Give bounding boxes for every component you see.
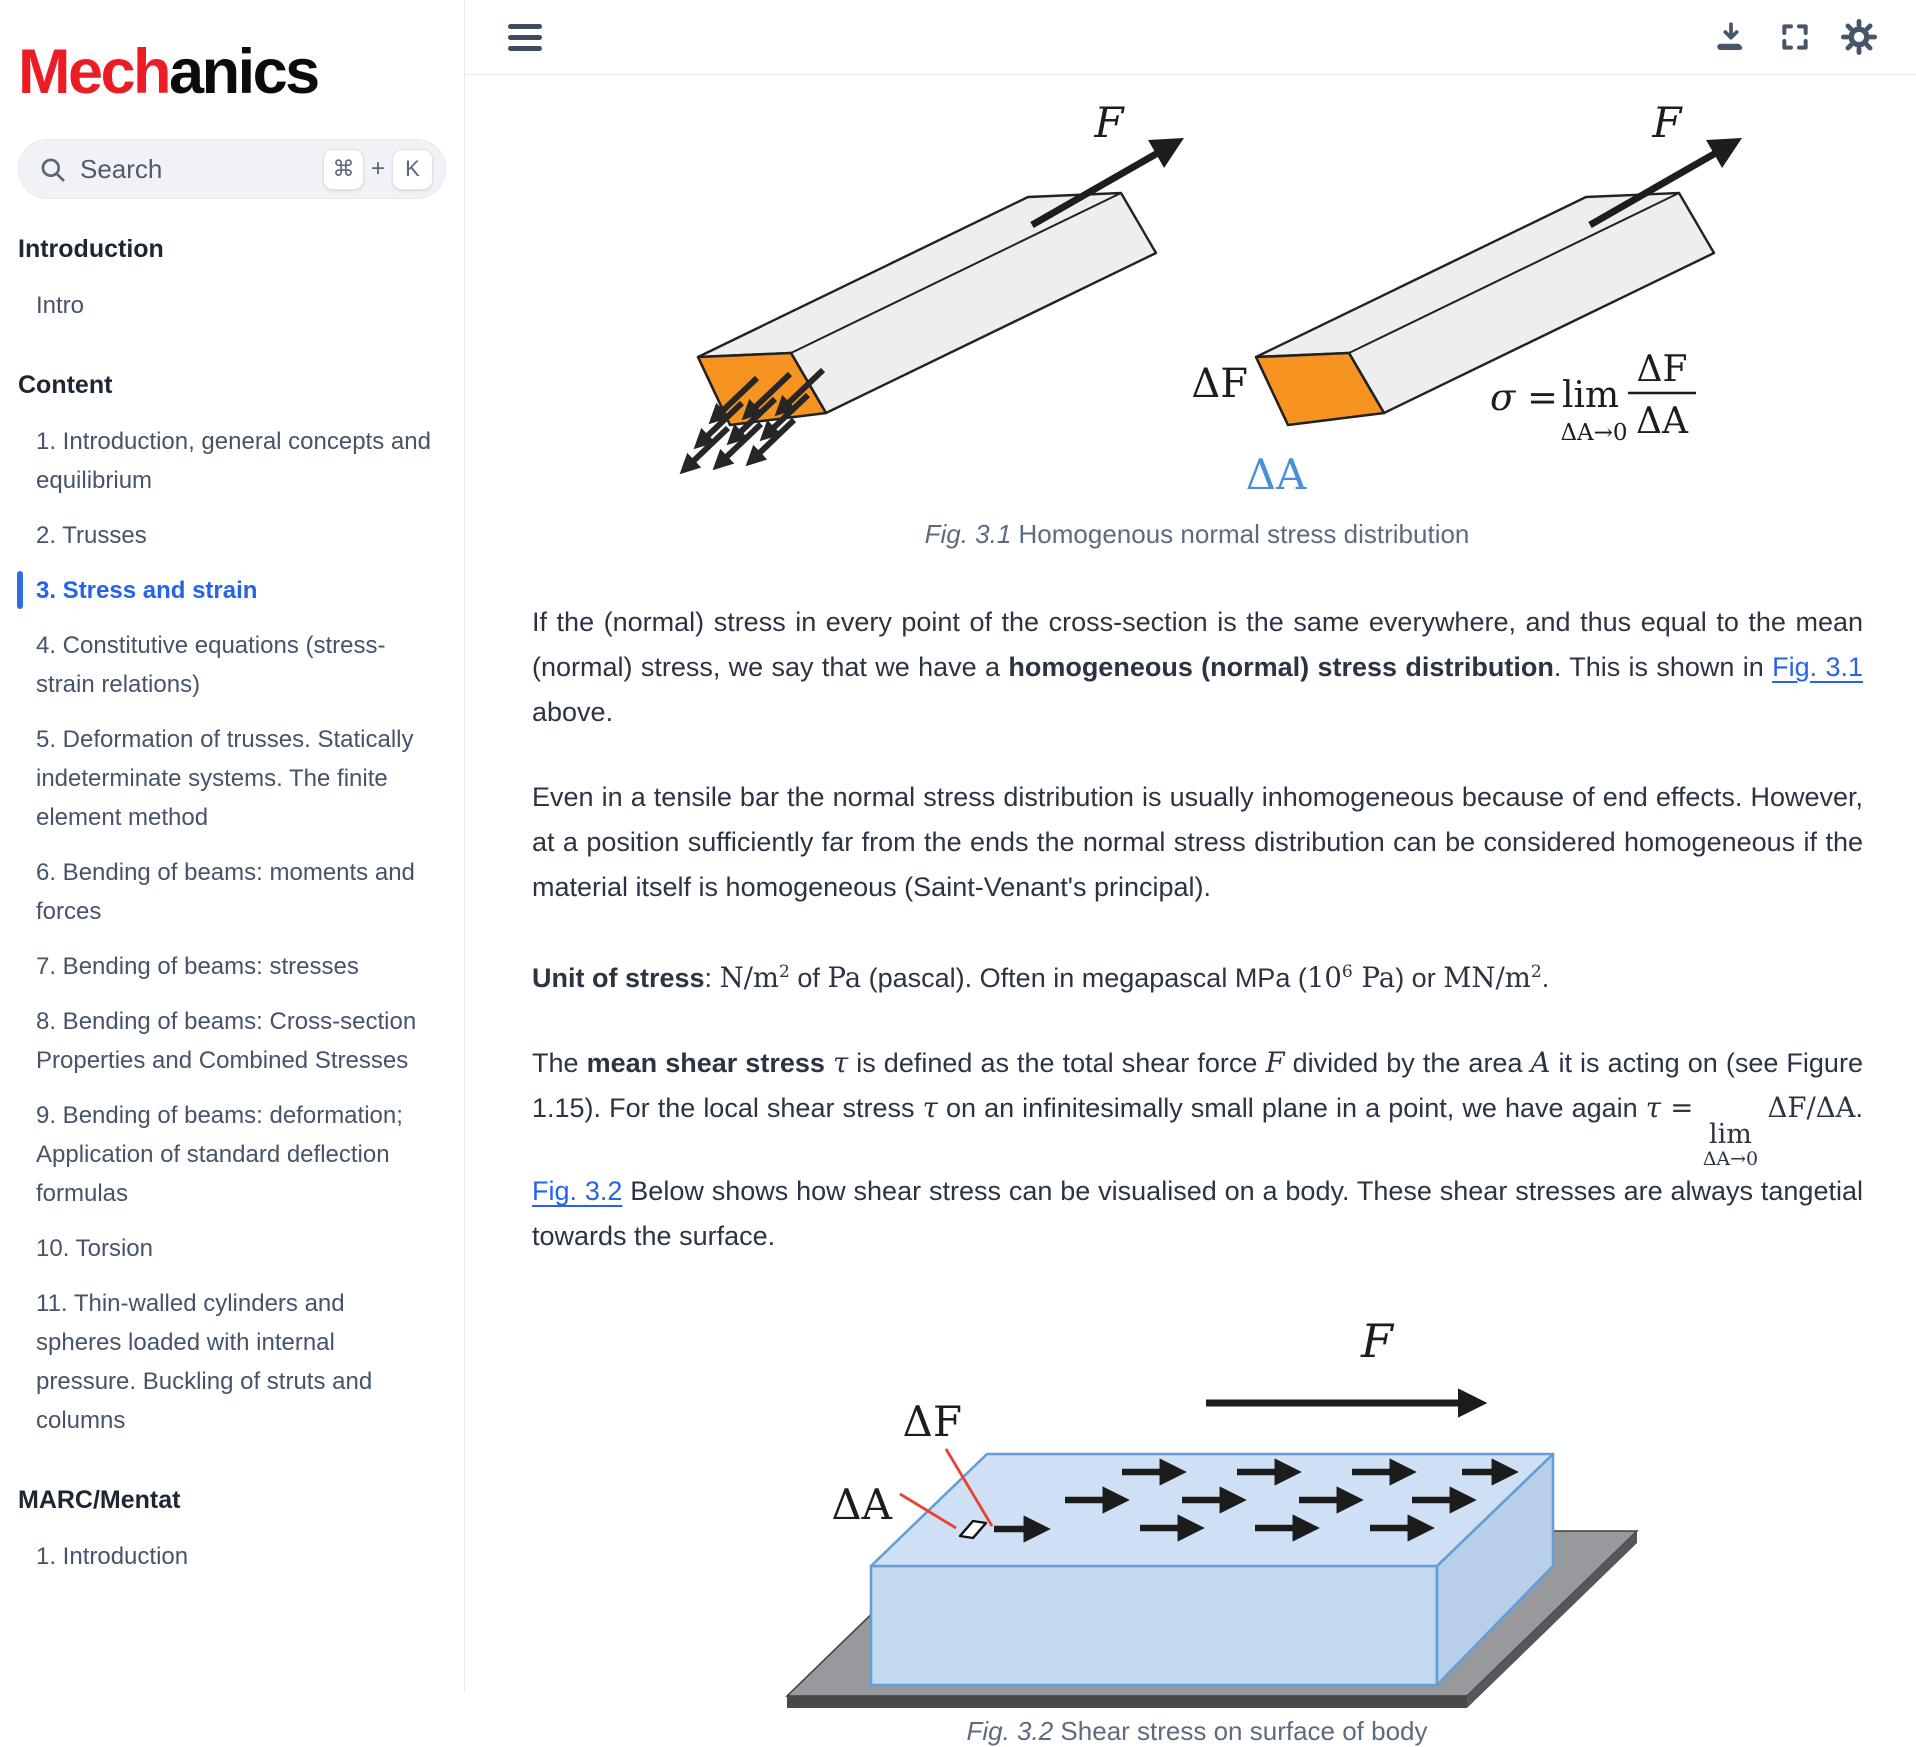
text-run: Below shows how shear stress can be visualised on a body. These shear stresses are always tangetial towards the surface. [532,1176,1863,1252]
math-mn-per-m2 [1443,962,1542,994]
math-tau-equals: τ = [1645,1092,1703,1125]
bold-run: Unit of stress [532,963,705,994]
sidebar-item-ch8[interactable]: 8. Bending of beams: Cross-section Properties and Combined Stresses [36,1008,417,1075]
formula-lim: lim [1562,375,1620,416]
math-sup: 2 [1530,962,1542,982]
search-shortcut [323,149,433,190]
lim-subscript: ΔA→0 [1702,1147,1759,1170]
text-run: on an infinitesimally small plane in a point, we have again [937,1093,1646,1124]
delta-a-label: ΔA [831,1480,892,1530]
nav-heading-introduction: Introduction [18,235,164,264]
math-sup: 6 [1341,962,1353,982]
nav-heading-content: Content [18,371,113,400]
logo-part-black: anics [169,37,318,107]
force-label-right: F [1652,98,1682,147]
text-run: of [789,963,828,994]
search-placeholder: Search [80,153,163,184]
caption-text: Shear stress on surface of body [1053,1716,1428,1747]
formula-lim-sub: ΔA→0 [1560,420,1628,446]
fig-3-2-link[interactable]: Fig. 3.2 [532,1176,623,1207]
math-base: MN/m [1443,962,1531,995]
sidebar-item-ch1[interactable]: 1. Introduction, general concepts and equilibrium [36,428,431,495]
fig-3-1-link[interactable]: Fig. 3.1 [1772,652,1863,682]
paragraph-unit-of-stress [532,950,1863,1001]
formula-lhs: σ = [1490,376,1559,419]
sidebar-item-ch11[interactable]: 11. Thin-walled cylinders and spheres loaded with internal pressure. Buckling of struts and columns [36,1290,373,1435]
top-toolbar [465,0,1916,75]
tensile-bar-left [684,98,1177,470]
caption-text: Homogenous normal stress distribution [1011,519,1470,549]
formula-numerator: ΔF [1636,349,1688,390]
text-run: it is acting on (see Figure 1.15). For the local shear stress [532,1048,1863,1124]
math-pa: Pa [827,962,862,995]
main-area [465,0,1916,1747]
delta-f-label: ΔF [902,1397,962,1447]
kbd-cmd: ⌘ [323,149,364,190]
math-n-per-m2 [720,962,790,994]
text-run: If the (normal) stress in every point of the cross-section is the same everywhere, and thus equal to the mean (normal) stress, we say that we have a [532,607,1863,682]
normal-stress-formula [1490,349,1696,446]
math-base: N/m [719,962,780,995]
blue-body-block [871,1454,1553,1685]
sidebar-item-ch6[interactable]: 6. Bending of beams: moments and forces [36,859,415,926]
text-run: above. [532,697,614,727]
lim-word: lim [1708,1119,1752,1151]
bold-run: mean shear stress [586,1048,833,1079]
bold-run: homogeneous (normal) stress distribution [1008,652,1554,682]
force-label-left: F [1094,98,1124,147]
math-unit: Pa [1352,962,1396,995]
paragraph-homogeneous-stress [532,600,1863,735]
search-icon [39,156,66,183]
text-run: ) or [1395,963,1444,994]
figure-3-2-caption [532,1716,1862,1747]
math-base: 10 [1306,962,1342,995]
formula-denominator: ΔA [1636,401,1688,442]
text-run: The [532,1048,587,1079]
logo-part-red: Mech [18,37,170,107]
sidebar-item-ch9[interactable]: 9. Bending of beams: deformation; Application of standard deflection formulas [36,1102,403,1208]
toolbar-icons [1712,18,1878,56]
sidebar-item-ch4[interactable]: 4. Constitutive equations (stress-strain relations) [36,632,386,699]
force-label: F [1361,1314,1393,1369]
text-run: . [1541,963,1550,994]
kbd-plus-sign: + [370,155,385,183]
sidebar-nav [0,235,464,1576]
app-logo [0,38,464,107]
settings-gear-icon[interactable] [1840,18,1878,56]
sidebar-item-ch10[interactable]: 10. Torsion [36,1235,153,1263]
math-sup: 2 [779,962,790,982]
sidebar-item-ch5[interactable]: 5. Deformation of trusses. Statically indeterminate systems. The finite element method [36,726,414,832]
math-tau: τ [832,1047,849,1080]
text-run: (pascal). Often in megapascal MPa ( [861,963,1307,994]
caption-tag: Fig. 3.1 [924,519,1012,549]
math-df-over-da: ΔF/ΔA [1758,1092,1856,1125]
nav-heading-marc-mentat: MARC/Mentat [18,1486,181,1515]
delta-a-label: ΔA [1245,450,1307,499]
download-icon[interactable] [1712,18,1750,56]
math-a: A [1530,1047,1551,1080]
paragraph-saint-venant [532,775,1863,910]
sidebar-item-ch2[interactable]: 2. Trusses [36,522,147,550]
text-run: . [1855,1093,1864,1124]
text-run: divided by the area [1284,1048,1531,1079]
caption-tag: Fig. 3.2 [966,1716,1054,1747]
figure-3-1-caption [532,519,1862,550]
figure-3-2-drawing [532,1299,1862,1709]
paragraph-mean-shear-stress [532,1041,1863,1259]
text-run: : [704,963,720,994]
math-lim-stack [1703,1121,1758,1169]
figure-3-1-drawing [532,85,1862,500]
sidebar-item-marc-intro[interactable]: 1. Introduction [36,1543,189,1571]
delta-f-label: ΔF [1191,361,1248,407]
text-run: is defined as the total shear force [848,1048,1266,1079]
kbd-k: K [392,149,433,190]
sidebar [0,0,465,1692]
math-f: F [1265,1047,1285,1080]
sidebar-item-ch3-active[interactable]: 3. Stress and strain [36,571,436,610]
math-tau: τ [922,1092,938,1125]
fullscreen-icon[interactable] [1776,18,1814,56]
math-10e6-pa [1307,962,1395,994]
search-input[interactable] [18,139,446,199]
hamburger-menu-icon[interactable] [508,24,542,51]
page-content [465,75,1916,1747]
sidebar-item-intro[interactable]: Intro [36,292,85,320]
text-run: . This is shown in [1553,652,1773,682]
figure-3-2 [532,1299,1862,1747]
sidebar-item-ch7[interactable]: 7. Bending of beams: stresses [36,953,359,981]
figure-3-1 [532,85,1862,550]
text-run: Even in a tensile bar the normal stress distribution is usually inhomogeneous because of end effects. However, at a position sufficiently far from the ends the normal stress distribution can be considered homogeneous if the material itself is homogeneous (Saint-Venant's principal). [532,782,1863,902]
